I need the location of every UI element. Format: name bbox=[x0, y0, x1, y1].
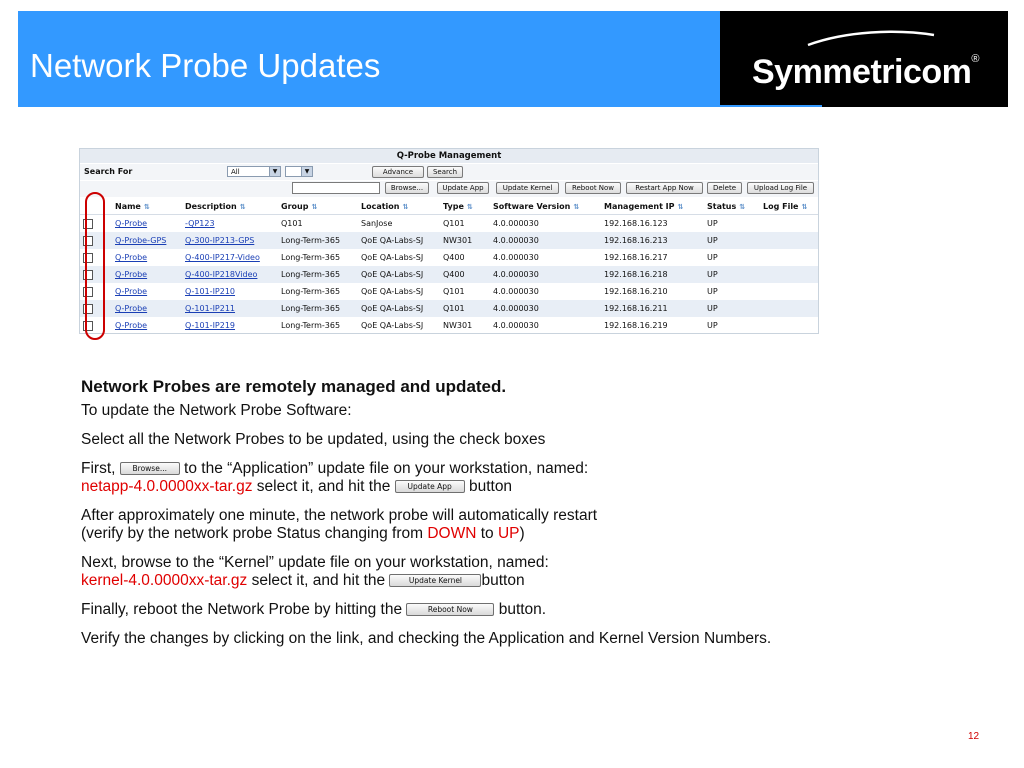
column-header-management-ip[interactable] bbox=[601, 198, 704, 215]
slide-title: Network Probe Updates bbox=[30, 47, 381, 84]
software-version-cell: 4.0.000030 bbox=[490, 232, 601, 249]
logo-text: Symmetricom bbox=[752, 53, 972, 91]
software-version-cell: 4.0.000030 bbox=[493, 253, 539, 262]
software-version-cell: 4.0.000030 bbox=[493, 321, 539, 330]
probe-name-link[interactable]: Q-Probe bbox=[115, 321, 148, 330]
column-header-log-file[interactable] bbox=[760, 198, 818, 215]
probe-table-body bbox=[80, 215, 818, 335]
description-cell bbox=[182, 249, 278, 266]
description-cell bbox=[182, 232, 278, 249]
sort-icon[interactable]: ⇅ bbox=[402, 202, 409, 211]
restart-app-now-button[interactable]: Restart App Now bbox=[626, 182, 703, 194]
type-cell: Q101 bbox=[443, 219, 465, 228]
column-header-label: Status bbox=[707, 201, 737, 211]
header-accent-line bbox=[720, 105, 822, 107]
kernel-filename: kernel-4.0.0000xx-tar.gz bbox=[81, 572, 248, 589]
search-field-select-value: All bbox=[231, 168, 240, 176]
probe-description-link[interactable]: Q-101-IP210 bbox=[185, 287, 236, 296]
probe-name-link[interactable]: Q-Probe bbox=[115, 304, 148, 313]
description-cell bbox=[182, 215, 278, 233]
text-fragment: ) bbox=[519, 525, 525, 542]
probe-description-link[interactable]: Q-400-IP218Video bbox=[185, 270, 258, 279]
checkbox-highlight-oval bbox=[85, 192, 105, 340]
management-ip-cell: 192.168.16.217 bbox=[604, 253, 668, 262]
probe-description-link[interactable]: Q-101-IP219 bbox=[185, 321, 236, 330]
group-cell: Q101 bbox=[281, 219, 303, 228]
management-ip-cell: 192.168.16.211 bbox=[601, 300, 704, 317]
status-cell: UP bbox=[704, 300, 760, 317]
column-header-label: Log File bbox=[763, 201, 799, 211]
table-row bbox=[80, 249, 818, 266]
software-version-cell: 4.0.000030 bbox=[493, 219, 539, 228]
column-header-label: Management IP bbox=[604, 201, 675, 211]
instruction-text bbox=[81, 378, 821, 648]
probe-name-link[interactable]: Q-Probe bbox=[115, 219, 148, 228]
name-cell bbox=[112, 283, 182, 300]
instruction-line: Select all the Network Probes to be updated, using the check boxes bbox=[81, 431, 546, 448]
name-cell bbox=[112, 300, 182, 317]
location-cell: QoE QA-Labs-SJ bbox=[358, 300, 440, 317]
instruction-line bbox=[81, 460, 821, 478]
log-file-cell bbox=[760, 249, 818, 266]
management-ip-cell: 192.168.16.210 bbox=[604, 287, 668, 296]
probe-name-link[interactable]: Q-Probe bbox=[115, 253, 148, 262]
sort-icon[interactable]: ⇅ bbox=[739, 202, 746, 211]
search-for-label: Search For bbox=[84, 167, 133, 176]
instruction-line bbox=[81, 601, 821, 619]
instruction-line bbox=[81, 572, 821, 590]
type-cell: NW301 bbox=[440, 232, 490, 249]
group-cell: Long-Term-365 bbox=[281, 253, 341, 262]
column-header-label: Software Version bbox=[493, 201, 571, 211]
column-header-label: Name bbox=[115, 201, 141, 211]
table-row bbox=[80, 266, 818, 283]
sort-icon[interactable]: ⇅ bbox=[573, 202, 580, 211]
probe-description-link[interactable]: Q-300-IP213-GPS bbox=[185, 236, 255, 245]
sort-icon[interactable]: ⇅ bbox=[466, 202, 473, 211]
column-header-status[interactable] bbox=[704, 198, 760, 215]
upload-log-file-button[interactable]: Upload Log File bbox=[747, 182, 814, 194]
sort-icon[interactable]: ⇅ bbox=[311, 202, 318, 211]
group-cell: Long-Term-365 bbox=[278, 300, 358, 317]
update-app-button-image: Update App bbox=[395, 480, 465, 493]
location-cell: QoE QA-Labs-SJ bbox=[361, 287, 424, 296]
type-cell: NW301 bbox=[443, 321, 473, 330]
location-cell: QoE QA-Labs-SJ bbox=[358, 266, 440, 283]
update-kernel-button[interactable]: Update Kernel bbox=[496, 182, 559, 194]
management-ip-cell: 192.168.16.218 bbox=[601, 266, 704, 283]
status-cell: UP bbox=[704, 266, 760, 283]
log-file-cell bbox=[760, 215, 818, 233]
search-button[interactable]: Search bbox=[427, 166, 463, 178]
column-header-label: Group bbox=[281, 201, 309, 211]
type-cell: Q101 bbox=[440, 300, 490, 317]
instruction-line: Verify the changes by clicking on the link, and checking the Application and Kernel Version Numbers. bbox=[81, 630, 772, 647]
instruction-line bbox=[81, 525, 821, 543]
group-cell: Long-Term-365 bbox=[278, 232, 358, 249]
management-ip-cell: 192.168.16.219 bbox=[604, 321, 668, 330]
text-fragment: select it, and hit the bbox=[247, 572, 390, 589]
table-row bbox=[80, 232, 818, 249]
reboot-now-button[interactable]: Reboot Now bbox=[565, 182, 621, 194]
delete-button[interactable]: Delete bbox=[707, 182, 742, 194]
text-fragment: select it, and hit the bbox=[252, 478, 395, 495]
type-cell: Q101 bbox=[443, 287, 465, 296]
text-fragment: Finally, reboot the Network Probe by hitting the bbox=[81, 601, 407, 618]
search-field-select[interactable] bbox=[227, 166, 281, 177]
management-ip-cell: 192.168.16.213 bbox=[601, 232, 704, 249]
log-file-cell bbox=[760, 283, 818, 300]
name-cell bbox=[112, 215, 182, 233]
probe-name-link[interactable]: Q-Probe bbox=[115, 287, 148, 296]
sort-icon[interactable]: ⇅ bbox=[239, 202, 246, 211]
location-cell: SanJose bbox=[361, 219, 393, 228]
instruction-line bbox=[81, 478, 821, 496]
location-cell: QoE QA-Labs-SJ bbox=[361, 321, 424, 330]
log-file-cell bbox=[760, 300, 818, 317]
update-app-button[interactable]: Update App bbox=[437, 182, 489, 194]
title-banner bbox=[18, 11, 720, 107]
browse-button-image: Browse... bbox=[120, 462, 180, 475]
description-cell bbox=[182, 266, 278, 283]
column-header-type[interactable] bbox=[440, 198, 490, 215]
type-cell: Q400 bbox=[443, 253, 465, 262]
management-ip-cell: 192.168.16.123 bbox=[604, 219, 668, 228]
chevron-down-icon: ▼ bbox=[301, 167, 312, 176]
location-cell: QoE QA-Labs-SJ bbox=[358, 232, 440, 249]
group-cell: Long-Term-365 bbox=[281, 287, 341, 296]
instruction-line: Next, browse to the “Kernel” update file on your workstation, named: bbox=[81, 554, 549, 571]
description-cell bbox=[182, 317, 278, 334]
reboot-now-button-image: Reboot Now bbox=[406, 603, 494, 616]
table-row bbox=[80, 215, 818, 233]
text-fragment: to bbox=[476, 525, 498, 542]
column-header-group[interactable] bbox=[278, 198, 358, 215]
text-fragment: button bbox=[481, 572, 525, 589]
log-file-cell bbox=[760, 317, 818, 334]
probe-description-link[interactable]: Q-101-IP211 bbox=[185, 304, 236, 313]
table-header-row bbox=[80, 198, 818, 215]
table-row bbox=[80, 317, 818, 334]
group-cell: Long-Term-365 bbox=[278, 266, 358, 283]
symmetricom-logo bbox=[720, 11, 1008, 107]
name-cell bbox=[112, 266, 182, 283]
table-row bbox=[80, 283, 818, 300]
logo-wordmark bbox=[752, 53, 979, 92]
description-cell bbox=[182, 300, 278, 317]
search-row bbox=[80, 164, 818, 180]
chevron-down-icon: ▼ bbox=[269, 167, 280, 176]
column-header-software-version[interactable] bbox=[490, 198, 601, 215]
action-toolbar bbox=[80, 181, 818, 197]
text-fragment: button. bbox=[494, 601, 547, 618]
probe-name-link[interactable]: Q-Probe bbox=[115, 270, 148, 279]
q-probe-management-panel bbox=[79, 148, 819, 334]
type-cell: Q400 bbox=[440, 266, 490, 283]
probe-name-link[interactable]: Q-Probe-GPS bbox=[115, 236, 167, 245]
probe-description-link[interactable]: -QP123 bbox=[185, 219, 215, 228]
sort-icon[interactable]: ⇅ bbox=[677, 202, 684, 211]
column-header-description[interactable] bbox=[182, 198, 278, 215]
text-fragment: (verify by the network probe Status changing from bbox=[81, 525, 428, 542]
text-fragment: button bbox=[464, 478, 513, 495]
status-up-text: UP bbox=[497, 525, 520, 542]
text-fragment: to the “Application” update file on your workstation, named: bbox=[179, 460, 589, 477]
status-cell: UP bbox=[707, 219, 718, 228]
name-cell bbox=[112, 232, 182, 249]
name-cell bbox=[112, 317, 182, 334]
name-cell bbox=[112, 249, 182, 266]
software-version-cell: 4.0.000030 bbox=[490, 300, 601, 317]
status-cell: UP bbox=[707, 253, 718, 262]
software-version-cell: 4.0.000030 bbox=[490, 266, 601, 283]
app-filename: netapp-4.0.0000xx-tar.gz bbox=[81, 478, 253, 495]
instruction-line: After approximately one minute, the network probe will automatically restart bbox=[81, 507, 598, 524]
sort-icon[interactable]: ⇅ bbox=[143, 202, 150, 211]
logo-registered-mark: ® bbox=[971, 53, 979, 65]
browse-button[interactable]: Browse... bbox=[385, 182, 429, 194]
column-header-label: Description bbox=[185, 201, 237, 211]
probe-table bbox=[80, 198, 818, 334]
location-cell: QoE QA-Labs-SJ bbox=[361, 253, 424, 262]
status-cell: UP bbox=[704, 232, 760, 249]
column-header-location[interactable] bbox=[358, 198, 440, 215]
description-cell bbox=[182, 283, 278, 300]
log-file-cell bbox=[760, 266, 818, 283]
instruction-line: To update the Network Probe Software: bbox=[81, 402, 352, 419]
instruction-heading: Network Probes are remotely managed and updated. bbox=[81, 377, 507, 396]
column-header-name[interactable] bbox=[112, 198, 182, 215]
status-down-text: DOWN bbox=[427, 525, 477, 542]
log-file-cell bbox=[760, 232, 818, 249]
status-cell: UP bbox=[707, 321, 718, 330]
text-fragment: First, bbox=[81, 460, 120, 477]
logo-swoosh-icon bbox=[806, 27, 936, 47]
probe-description-link[interactable]: Q-400-IP217-Video bbox=[185, 253, 260, 262]
status-cell: UP bbox=[707, 287, 718, 296]
group-cell: Long-Term-365 bbox=[281, 321, 341, 330]
sort-icon[interactable]: ⇅ bbox=[801, 202, 808, 211]
panel-title: Q-Probe Management bbox=[80, 149, 818, 163]
search-operator-select[interactable] bbox=[285, 166, 313, 177]
update-kernel-button-image: Update Kernel bbox=[389, 574, 481, 587]
table-row bbox=[80, 300, 818, 317]
page-number: 12 bbox=[968, 731, 980, 742]
column-header-label: Type bbox=[443, 201, 464, 211]
advance-button[interactable]: Advance bbox=[372, 166, 424, 178]
software-version-cell: 4.0.000030 bbox=[493, 287, 539, 296]
column-header-label: Location bbox=[361, 201, 400, 211]
file-path-input[interactable] bbox=[292, 182, 380, 194]
